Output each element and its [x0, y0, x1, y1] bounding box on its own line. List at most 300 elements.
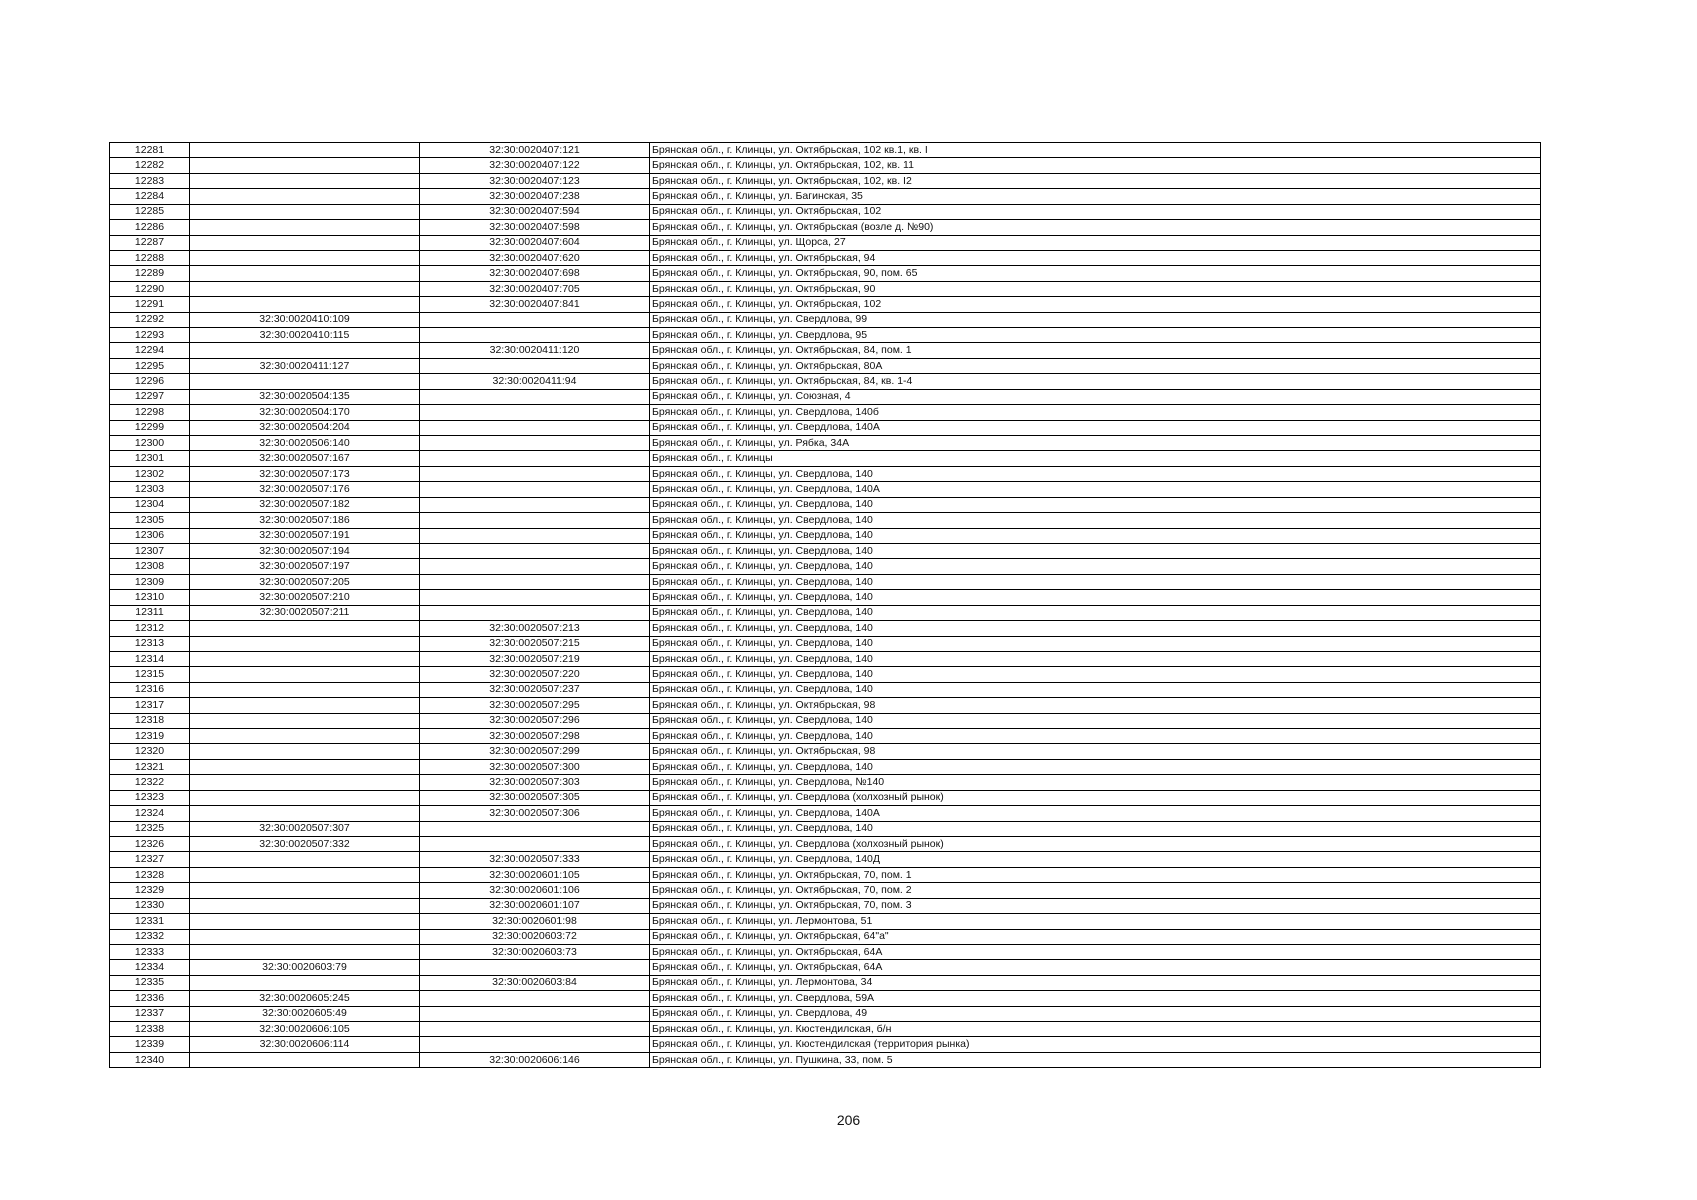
- cadastral-number-b-cell: 32:30:0020507:306: [420, 806, 650, 821]
- address-cell: Брянская обл., г. Клинцы, ул. Свердлова, 140: [650, 574, 1541, 589]
- cadastral-number-a-cell: 32:30:0020507:176: [190, 482, 420, 497]
- address-cell: Брянская обл., г. Клинцы, ул. Свердлова, 140: [650, 636, 1541, 651]
- cadastral-number-b-cell: [420, 559, 650, 574]
- address-cell: Брянская обл., г. Клинцы, ул. Октябрьская, 102 кв.1, кв. I: [650, 143, 1541, 158]
- table-row: [110, 883, 1541, 898]
- table-row: [110, 143, 1541, 158]
- cadastral-number-a-cell: 32:30:0020605:49: [190, 1006, 420, 1021]
- cadastral-number-a-cell: 32:30:0020507:173: [190, 466, 420, 481]
- cadastral-number-a-cell: 32:30:0020410:109: [190, 312, 420, 327]
- row-number-cell: 12330: [110, 898, 190, 913]
- address-cell: Брянская обл., г. Клинцы, ул. Октябрьская, 102: [650, 297, 1541, 312]
- cadastral-number-a-cell: [190, 898, 420, 913]
- table-row: [110, 420, 1541, 435]
- row-number-cell: 12299: [110, 420, 190, 435]
- cadastral-number-b-cell: [420, 991, 650, 1006]
- table-row: [110, 590, 1541, 605]
- table-row: [110, 389, 1541, 404]
- row-number-cell: 12325: [110, 821, 190, 836]
- table-row: [110, 235, 1541, 250]
- cadastral-number-a-cell: 32:30:0020507:211: [190, 605, 420, 620]
- cadastral-number-b-cell: [420, 960, 650, 975]
- row-number-cell: 12310: [110, 590, 190, 605]
- cadastral-number-a-cell: 32:30:0020506:140: [190, 436, 420, 451]
- cadastral-number-b-cell: [420, 836, 650, 851]
- row-number-cell: 12295: [110, 358, 190, 373]
- cadastral-number-b-cell: 32:30:0020507:298: [420, 729, 650, 744]
- row-number-cell: 12288: [110, 250, 190, 265]
- row-number-cell: 12283: [110, 173, 190, 188]
- cadastral-number-b-cell: 32:30:0020507:213: [420, 621, 650, 636]
- address-cell: Брянская обл., г. Клинцы, ул. Свердлова, 140Д: [650, 852, 1541, 867]
- cadastral-number-b-cell: 32:30:0020601:106: [420, 883, 650, 898]
- table-row: [110, 436, 1541, 451]
- table-row: [110, 775, 1541, 790]
- cadastral-number-b-cell: 32:30:0020407:841: [420, 297, 650, 312]
- address-cell: Брянская обл., г. Клинцы, ул. Свердлова, 99: [650, 312, 1541, 327]
- cadastral-number-b-cell: [420, 605, 650, 620]
- table-row: [110, 312, 1541, 327]
- cadastral-number-a-cell: [190, 682, 420, 697]
- address-cell: Брянская обл., г. Клинцы, ул. Октябрьская, 84, кв. 1-4: [650, 374, 1541, 389]
- address-cell: Брянская обл., г. Клинцы, ул. Багинская, 35: [650, 189, 1541, 204]
- table-row: [110, 944, 1541, 959]
- cadastral-number-a-cell: 32:30:0020504:204: [190, 420, 420, 435]
- row-number-cell: 12338: [110, 1022, 190, 1037]
- cadastral-number-a-cell: [190, 220, 420, 235]
- cadastral-number-b-cell: [420, 451, 650, 466]
- address-cell: Брянская обл., г. Клинцы, ул. Союзная, 4: [650, 389, 1541, 404]
- address-cell: Брянская обл., г. Клинцы, ул. Свердлова, 140: [650, 759, 1541, 774]
- row-number-cell: 12328: [110, 867, 190, 882]
- cadastral-number-a-cell: 32:30:0020507:182: [190, 497, 420, 512]
- table-row: [110, 482, 1541, 497]
- cadastral-number-b-cell: 32:30:0020603:73: [420, 944, 650, 959]
- row-number-cell: 12336: [110, 991, 190, 1006]
- cadastral-number-b-cell: 32:30:0020507:215: [420, 636, 650, 651]
- page-number: 206: [836, 1112, 861, 1128]
- cadastral-number-b-cell: 32:30:0020407:121: [420, 143, 650, 158]
- address-cell: Брянская обл., г. Клинцы, ул. Октябрьская, 70, пом. 1: [650, 867, 1541, 882]
- table-row: [110, 173, 1541, 188]
- table-row: [110, 836, 1541, 851]
- address-cell: Брянская обл., г. Клинцы, ул. Октябрьская, 102, кв. 11: [650, 158, 1541, 173]
- cadastral-number-b-cell: 32:30:0020407:705: [420, 281, 650, 296]
- row-number-cell: 12309: [110, 574, 190, 589]
- cadastral-number-b-cell: [420, 543, 650, 558]
- table-row: [110, 821, 1541, 836]
- cadastral-number-b-cell: [420, 328, 650, 343]
- address-cell: Брянская обл., г. Клинцы, ул. Свердлова, 95: [650, 328, 1541, 343]
- address-cell: Брянская обл., г. Клинцы, ул. Октябрьская, 80А: [650, 358, 1541, 373]
- cadastral-number-b-cell: [420, 528, 650, 543]
- row-number-cell: 12282: [110, 158, 190, 173]
- address-cell: Брянская обл., г. Клинцы, ул. Свердлова, 140: [650, 667, 1541, 682]
- cadastral-number-a-cell: [190, 189, 420, 204]
- cadastral-number-b-cell: [420, 1037, 650, 1052]
- row-number-cell: 12308: [110, 559, 190, 574]
- cadastral-number-b-cell: 32:30:0020407:594: [420, 204, 650, 219]
- cadastral-number-a-cell: 32:30:0020507:194: [190, 543, 420, 558]
- cadastral-number-a-cell: 32:30:0020507:210: [190, 590, 420, 605]
- cadastral-number-a-cell: 32:30:0020504:170: [190, 405, 420, 420]
- cadastral-number-b-cell: [420, 1006, 650, 1021]
- cadastral-number-a-cell: [190, 651, 420, 666]
- table-row: [110, 1022, 1541, 1037]
- address-cell: Брянская обл., г. Клинцы, ул. Свердлова, №140: [650, 775, 1541, 790]
- cadastral-number-a-cell: 32:30:0020605:245: [190, 991, 420, 1006]
- row-number-cell: 12317: [110, 698, 190, 713]
- cadastral-number-b-cell: [420, 420, 650, 435]
- table-row: [110, 929, 1541, 944]
- cadastral-number-a-cell: [190, 204, 420, 219]
- table-row: [110, 281, 1541, 296]
- row-number-cell: 12286: [110, 220, 190, 235]
- cadastral-number-b-cell: 32:30:0020507:295: [420, 698, 650, 713]
- cadastral-number-b-cell: 32:30:0020407:122: [420, 158, 650, 173]
- cadastral-number-b-cell: 32:30:0020603:84: [420, 975, 650, 990]
- address-cell: Брянская обл., г. Клинцы, ул. Свердлова (холхозный рынок): [650, 790, 1541, 805]
- row-number-cell: 12313: [110, 636, 190, 651]
- table-row: [110, 852, 1541, 867]
- cadastral-number-a-cell: [190, 914, 420, 929]
- address-cell: Брянская обл., г. Клинцы, ул. Свердлова, 49: [650, 1006, 1541, 1021]
- address-cell: Брянская обл., г. Клинцы, ул. Свердлова, 59А: [650, 991, 1541, 1006]
- row-number-cell: 12281: [110, 143, 190, 158]
- cadastral-number-a-cell: [190, 744, 420, 759]
- row-number-cell: 12335: [110, 975, 190, 990]
- cadastral-number-a-cell: [190, 713, 420, 728]
- row-number-cell: 12305: [110, 513, 190, 528]
- row-number-cell: 12287: [110, 235, 190, 250]
- address-cell: Брянская обл., г. Клинцы, ул. Свердлова, 140: [650, 821, 1541, 836]
- address-cell: Брянская обл., г. Клинцы, ул. Кюстендилская (территория рынка): [650, 1037, 1541, 1052]
- address-cell: Брянская обл., г. Клинцы, ул. Свердлова, 140А: [650, 420, 1541, 435]
- cadastral-number-b-cell: [420, 574, 650, 589]
- address-cell: Брянская обл., г. Клинцы, ул. Октябрьская, 64А: [650, 944, 1541, 959]
- cadastral-number-b-cell: [420, 497, 650, 512]
- row-number-cell: 12298: [110, 405, 190, 420]
- cadastral-number-b-cell: [420, 821, 650, 836]
- address-cell: Брянская обл., г. Клинцы, ул. Свердлова, 140: [650, 729, 1541, 744]
- row-number-cell: 12327: [110, 852, 190, 867]
- cadastral-number-a-cell: [190, 621, 420, 636]
- address-cell: Брянская обл., г. Клинцы, ул. Свердлова, 140: [650, 590, 1541, 605]
- address-cell: Брянская обл., г. Клинцы, ул. Октябрьская, 102, кв. I2: [650, 173, 1541, 188]
- cadastral-number-a-cell: 32:30:0020410:115: [190, 328, 420, 343]
- address-cell: Брянская обл., г. Клинцы, ул. Октябрьская, 102: [650, 204, 1541, 219]
- cadastral-number-a-cell: [190, 759, 420, 774]
- address-cell: Брянская обл., г. Клинцы, ул. Октябрьская, 90, пом. 65: [650, 266, 1541, 281]
- cadastral-number-a-cell: 32:30:0020603:79: [190, 960, 420, 975]
- table-row: [110, 790, 1541, 805]
- cadastral-number-a-cell: [190, 173, 420, 188]
- cadastral-number-b-cell: [420, 405, 650, 420]
- cadastral-number-b-cell: 32:30:0020507:237: [420, 682, 650, 697]
- address-cell: Брянская обл., г. Клинцы, ул. Свердлова, 140: [650, 543, 1541, 558]
- cadastral-number-b-cell: 32:30:0020601:105: [420, 867, 650, 882]
- cadastral-number-a-cell: [190, 235, 420, 250]
- row-number-cell: 12323: [110, 790, 190, 805]
- address-cell: Брянская обл., г. Клинцы, ул. Лермонтова, 51: [650, 914, 1541, 929]
- table-row: [110, 374, 1541, 389]
- cadastral-number-a-cell: 32:30:0020606:114: [190, 1037, 420, 1052]
- cadastral-number-a-cell: [190, 158, 420, 173]
- cadastral-number-a-cell: 32:30:0020507:307: [190, 821, 420, 836]
- table-row: [110, 1006, 1541, 1021]
- cadastral-number-b-cell: 32:30:0020606:146: [420, 1052, 650, 1067]
- table-row: [110, 574, 1541, 589]
- row-number-cell: 12318: [110, 713, 190, 728]
- row-number-cell: 12333: [110, 944, 190, 959]
- row-number-cell: 12315: [110, 667, 190, 682]
- table-row: [110, 220, 1541, 235]
- address-cell: Брянская обл., г. Клинцы, ул. Лермонтова, 34: [650, 975, 1541, 990]
- row-number-cell: 12316: [110, 682, 190, 697]
- registry-table: [109, 142, 1541, 1068]
- address-cell: Брянская обл., г. Клинцы, ул. Октябрьская, 70, пом. 2: [650, 883, 1541, 898]
- row-number-cell: 12300: [110, 436, 190, 451]
- cadastral-number-a-cell: [190, 1052, 420, 1067]
- address-cell: Брянская обл., г. Клинцы, ул. Свердлова, 140: [650, 621, 1541, 636]
- address-cell: Брянская обл., г. Клинцы, ул. Свердлова, 140: [650, 513, 1541, 528]
- cadastral-number-b-cell: 32:30:0020507:303: [420, 775, 650, 790]
- row-number-cell: 12322: [110, 775, 190, 790]
- table-row: [110, 497, 1541, 512]
- address-cell: Брянская обл., г. Клинцы, ул. Свердлова, 140: [650, 497, 1541, 512]
- row-number-cell: 12304: [110, 497, 190, 512]
- cadastral-number-a-cell: [190, 266, 420, 281]
- cadastral-number-a-cell: [190, 806, 420, 821]
- row-number-cell: 12321: [110, 759, 190, 774]
- table-row: [110, 960, 1541, 975]
- cadastral-number-b-cell: [420, 358, 650, 373]
- row-number-cell: 12331: [110, 914, 190, 929]
- cadastral-number-a-cell: [190, 883, 420, 898]
- row-number-cell: 12326: [110, 836, 190, 851]
- row-number-cell: 12302: [110, 466, 190, 481]
- row-number-cell: 12293: [110, 328, 190, 343]
- address-cell: Брянская обл., г. Клинцы, ул. Октябрьская, 98: [650, 698, 1541, 713]
- cadastral-number-a-cell: [190, 929, 420, 944]
- table-row: [110, 744, 1541, 759]
- address-cell: Брянская обл., г. Клинцы, ул. Свердлова, 140А: [650, 482, 1541, 497]
- table-row: [110, 204, 1541, 219]
- address-cell: Брянская обл., г. Клинцы, ул. Свердлова, 140: [650, 651, 1541, 666]
- row-number-cell: 12306: [110, 528, 190, 543]
- registry-table-body: [110, 143, 1541, 1068]
- cadastral-number-b-cell: 32:30:0020507:296: [420, 713, 650, 728]
- table-row: [110, 729, 1541, 744]
- table-row: [110, 898, 1541, 913]
- cadastral-number-b-cell: [420, 389, 650, 404]
- cadastral-number-b-cell: [420, 436, 650, 451]
- cadastral-number-a-cell: [190, 250, 420, 265]
- cadastral-number-b-cell: 32:30:0020507:333: [420, 852, 650, 867]
- cadastral-number-b-cell: 32:30:0020603:72: [420, 929, 650, 944]
- cadastral-number-b-cell: 32:30:0020407:598: [420, 220, 650, 235]
- cadastral-number-b-cell: 32:30:0020507:219: [420, 651, 650, 666]
- table-row: [110, 713, 1541, 728]
- cadastral-number-b-cell: 32:30:0020407:698: [420, 266, 650, 281]
- row-number-cell: 12314: [110, 651, 190, 666]
- cadastral-number-a-cell: [190, 698, 420, 713]
- cadastral-number-b-cell: 32:30:0020507:305: [420, 790, 650, 805]
- cadastral-number-b-cell: 32:30:0020407:238: [420, 189, 650, 204]
- address-cell: Брянская обл., г. Клинцы, ул. Свердлова, 140А: [650, 806, 1541, 821]
- table-row: [110, 297, 1541, 312]
- table-row: [110, 559, 1541, 574]
- row-number-cell: 12340: [110, 1052, 190, 1067]
- table-row: [110, 867, 1541, 882]
- row-number-cell: 12324: [110, 806, 190, 821]
- address-cell: Брянская обл., г. Клинцы, ул. Свердлова, 140б: [650, 405, 1541, 420]
- cadastral-number-a-cell: [190, 790, 420, 805]
- row-number-cell: 12289: [110, 266, 190, 281]
- row-number-cell: 12329: [110, 883, 190, 898]
- cadastral-number-a-cell: [190, 775, 420, 790]
- cadastral-number-b-cell: 32:30:0020507:299: [420, 744, 650, 759]
- table-row: [110, 759, 1541, 774]
- cadastral-number-a-cell: 32:30:0020507:186: [190, 513, 420, 528]
- cadastral-number-a-cell: [190, 867, 420, 882]
- address-cell: Брянская обл., г. Клинцы, ул. Октябрьская, 98: [650, 744, 1541, 759]
- table-row: [110, 651, 1541, 666]
- cadastral-number-b-cell: 32:30:0020411:94: [420, 374, 650, 389]
- cadastral-number-a-cell: [190, 636, 420, 651]
- row-number-cell: 12301: [110, 451, 190, 466]
- row-number-cell: 12339: [110, 1037, 190, 1052]
- cadastral-number-b-cell: [420, 590, 650, 605]
- cadastral-number-a-cell: [190, 944, 420, 959]
- row-number-cell: 12320: [110, 744, 190, 759]
- address-cell: Брянская обл., г. Клинцы, ул. Кюстендилская, б/н: [650, 1022, 1541, 1037]
- table-row: [110, 636, 1541, 651]
- cadastral-number-b-cell: 32:30:0020411:120: [420, 343, 650, 358]
- row-number-cell: 12290: [110, 281, 190, 296]
- cadastral-number-a-cell: 32:30:0020507:197: [190, 559, 420, 574]
- cadastral-number-a-cell: 32:30:0020504:135: [190, 389, 420, 404]
- cadastral-number-a-cell: [190, 281, 420, 296]
- table-row: [110, 1052, 1541, 1067]
- address-cell: Брянская обл., г. Клинцы, ул. Октябрьская, 70, пом. 3: [650, 898, 1541, 913]
- address-cell: Брянская обл., г. Клинцы: [650, 451, 1541, 466]
- cadastral-number-a-cell: 32:30:0020507:205: [190, 574, 420, 589]
- row-number-cell: 12294: [110, 343, 190, 358]
- table-row: [110, 914, 1541, 929]
- address-cell: Брянская обл., г. Клинцы, ул. Октябрьская (возле д. №90): [650, 220, 1541, 235]
- cadastral-number-a-cell: 32:30:0020507:167: [190, 451, 420, 466]
- row-number-cell: 12284: [110, 189, 190, 204]
- address-cell: Брянская обл., г. Клинцы, ул. Свердлова (холхозный рынок): [650, 836, 1541, 851]
- cadastral-number-a-cell: [190, 729, 420, 744]
- row-number-cell: 12297: [110, 389, 190, 404]
- table-row: [110, 698, 1541, 713]
- table-row: [110, 158, 1541, 173]
- table-row: [110, 266, 1541, 281]
- row-number-cell: 12312: [110, 621, 190, 636]
- cadastral-number-a-cell: [190, 975, 420, 990]
- table-row: [110, 358, 1541, 373]
- address-cell: Брянская обл., г. Клинцы, ул. Свердлова, 140: [650, 605, 1541, 620]
- table-row: [110, 528, 1541, 543]
- address-cell: Брянская обл., г. Клинцы, ул. Октябрьская, 64А: [650, 960, 1541, 975]
- address-cell: Брянская обл., г. Клинцы, ул. Пушкина, 33, пом. 5: [650, 1052, 1541, 1067]
- address-cell: Брянская обл., г. Клинцы, ул. Свердлова, 140: [650, 713, 1541, 728]
- row-number-cell: 12296: [110, 374, 190, 389]
- table-row: [110, 250, 1541, 265]
- row-number-cell: 12292: [110, 312, 190, 327]
- table-row: [110, 466, 1541, 481]
- cadastral-number-a-cell: 32:30:0020507:191: [190, 528, 420, 543]
- cadastral-number-b-cell: [420, 513, 650, 528]
- cadastral-number-b-cell: 32:30:0020601:107: [420, 898, 650, 913]
- cadastral-number-a-cell: [190, 374, 420, 389]
- row-number-cell: 12337: [110, 1006, 190, 1021]
- row-number-cell: 12285: [110, 204, 190, 219]
- table-row: [110, 667, 1541, 682]
- table-row: [110, 451, 1541, 466]
- row-number-cell: 12334: [110, 960, 190, 975]
- table-row: [110, 975, 1541, 990]
- address-cell: Брянская обл., г. Клинцы, ул. Свердлова, 140: [650, 466, 1541, 481]
- address-cell: Брянская обл., г. Клинцы, ул. Октябрьская, 64"а": [650, 929, 1541, 944]
- address-cell: Брянская обл., г. Клинцы, ул. Свердлова, 140: [650, 528, 1541, 543]
- table-row: [110, 621, 1541, 636]
- address-cell: Брянская обл., г. Клинцы, ул. Октябрьская, 90: [650, 281, 1541, 296]
- table-row: [110, 189, 1541, 204]
- cadastral-number-b-cell: 32:30:0020507:220: [420, 667, 650, 682]
- cadastral-number-b-cell: 32:30:0020407:604: [420, 235, 650, 250]
- row-number-cell: 12303: [110, 482, 190, 497]
- cadastral-number-b-cell: [420, 466, 650, 481]
- cadastral-number-b-cell: [420, 482, 650, 497]
- table-row: [110, 1037, 1541, 1052]
- cadastral-number-b-cell: 32:30:0020407:123: [420, 173, 650, 188]
- table-row: [110, 343, 1541, 358]
- address-cell: Брянская обл., г. Клинцы, ул. Октябрьская, 84, пом. 1: [650, 343, 1541, 358]
- cadastral-number-a-cell: [190, 343, 420, 358]
- row-number-cell: 12319: [110, 729, 190, 744]
- cadastral-number-b-cell: 32:30:0020601:98: [420, 914, 650, 929]
- row-number-cell: 12291: [110, 297, 190, 312]
- address-cell: Брянская обл., г. Клинцы, ул. Рябка, 34А: [650, 436, 1541, 451]
- cadastral-number-b-cell: 32:30:0020507:300: [420, 759, 650, 774]
- cadastral-number-a-cell: [190, 667, 420, 682]
- address-cell: Брянская обл., г. Клинцы, ул. Октябрьская, 94: [650, 250, 1541, 265]
- cadastral-number-a-cell: 32:30:0020507:332: [190, 836, 420, 851]
- row-number-cell: 12332: [110, 929, 190, 944]
- cadastral-number-a-cell: [190, 143, 420, 158]
- cadastral-number-b-cell: 32:30:0020407:620: [420, 250, 650, 265]
- cadastral-number-a-cell: [190, 852, 420, 867]
- cadastral-number-b-cell: [420, 312, 650, 327]
- table-row: [110, 682, 1541, 697]
- row-number-cell: 12307: [110, 543, 190, 558]
- table-row: [110, 806, 1541, 821]
- cadastral-number-b-cell: [420, 1022, 650, 1037]
- address-cell: Брянская обл., г. Клинцы, ул. Свердлова, 140: [650, 682, 1541, 697]
- cadastral-number-a-cell: 32:30:0020606:105: [190, 1022, 420, 1037]
- row-number-cell: 12311: [110, 605, 190, 620]
- address-cell: Брянская обл., г. Клинцы, ул. Щорса, 27: [650, 235, 1541, 250]
- table-row: [110, 405, 1541, 420]
- table-row: [110, 543, 1541, 558]
- table-row: [110, 991, 1541, 1006]
- cadastral-number-a-cell: 32:30:0020411:127: [190, 358, 420, 373]
- table-row: [110, 605, 1541, 620]
- table-row: [110, 328, 1541, 343]
